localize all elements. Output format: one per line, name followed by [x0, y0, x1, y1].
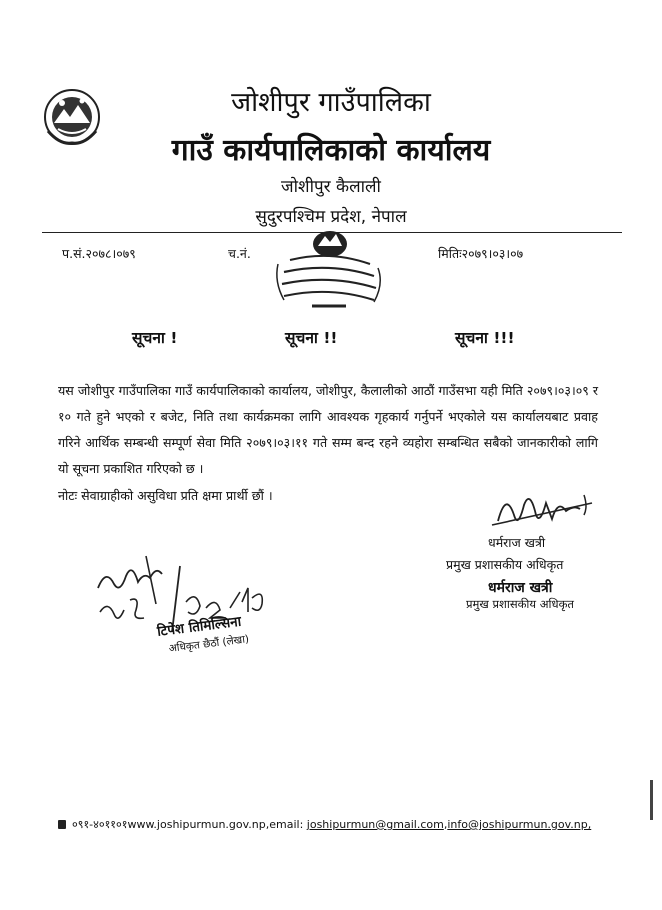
office-title: गाउँ कार्यपालिकाको कार्यालय: [171, 133, 491, 168]
office-stamp: [270, 220, 385, 312]
signatory-stamp-name: धर्मराज खत्री: [488, 580, 553, 596]
footer-separator: ,: [443, 818, 448, 831]
notice-heading-3: सूचना !!!: [455, 329, 515, 347]
signatory-name: धर्मराज खत्री: [488, 535, 546, 550]
notice-heading-2: सूचना !!: [285, 329, 338, 347]
signatory-designation: प्रमुख प्रशासकीय अधिकृत: [446, 557, 564, 572]
office-location: जोशीपुर कैलाली: [281, 177, 381, 197]
footer-contact: [58, 817, 591, 832]
apology-note: नोटः सेवाग्राहीको असुविधा प्रति क्षमा प्रार्थी छौं ।: [58, 488, 273, 503]
letter-date: मितिः२०७९।०३।०७: [438, 246, 524, 261]
footer-email-2[interactable]: info@joshipurmun.gov.np,: [447, 818, 592, 831]
notice-heading-1: सूचना !: [132, 329, 178, 347]
signatory-stamp-designation: प्रमुख प्रशासकीय अधिकृत: [466, 597, 574, 611]
notice-body: यस जोशीपुर गाउँपालिका गाउँ कार्यपालिकाको कार्यालय, जोशीपुर, कैलालीको आठौं गाउँसभा यही मिति २०७९।०३।०९ र १० गते हुने भएको र बजेट, निति तथा कार्यक्रमका लागि आवश्यक गृहकार्य गर्नुपर्ने भएकोले यस कार्यालयबाट प्रवाह गरिने आर्थिक सम्बन्धी सम्पूर्ण सेवा मिति २०७९।०३।११ गते सम्म बन्द रहने व्यहोरा सम्बन्धित सबैको जानकारीको लागि यो सूचना प्रकाशित गरिएको छ ।: [58, 383, 598, 476]
footer-email-1[interactable]: joshipurmun@gmail.com: [306, 818, 444, 831]
office-province: सुदुरपश्चिम प्रदेश, नेपाल: [255, 207, 407, 227]
footer-website[interactable]: www.joshipurmun.gov.np,email:: [127, 818, 307, 831]
letter-number: प.सं.२०७८।०७९: [62, 246, 136, 261]
scan-edge-mark: [650, 780, 653, 820]
phone-icon: [58, 820, 66, 829]
dispatch-number: च.नं.: [228, 246, 251, 261]
handwritten-signature: [488, 485, 598, 537]
accountant-stamp-designation: अधिकृत छैठौं (लेखा): [168, 633, 250, 655]
accountant-stamp-name: टिपेश तिमिल्सिना: [156, 613, 243, 640]
municipality-name: जोशीपुर गाउँपालिका: [231, 87, 431, 118]
footer-phone: ०९१-४०११०१: [72, 818, 128, 831]
